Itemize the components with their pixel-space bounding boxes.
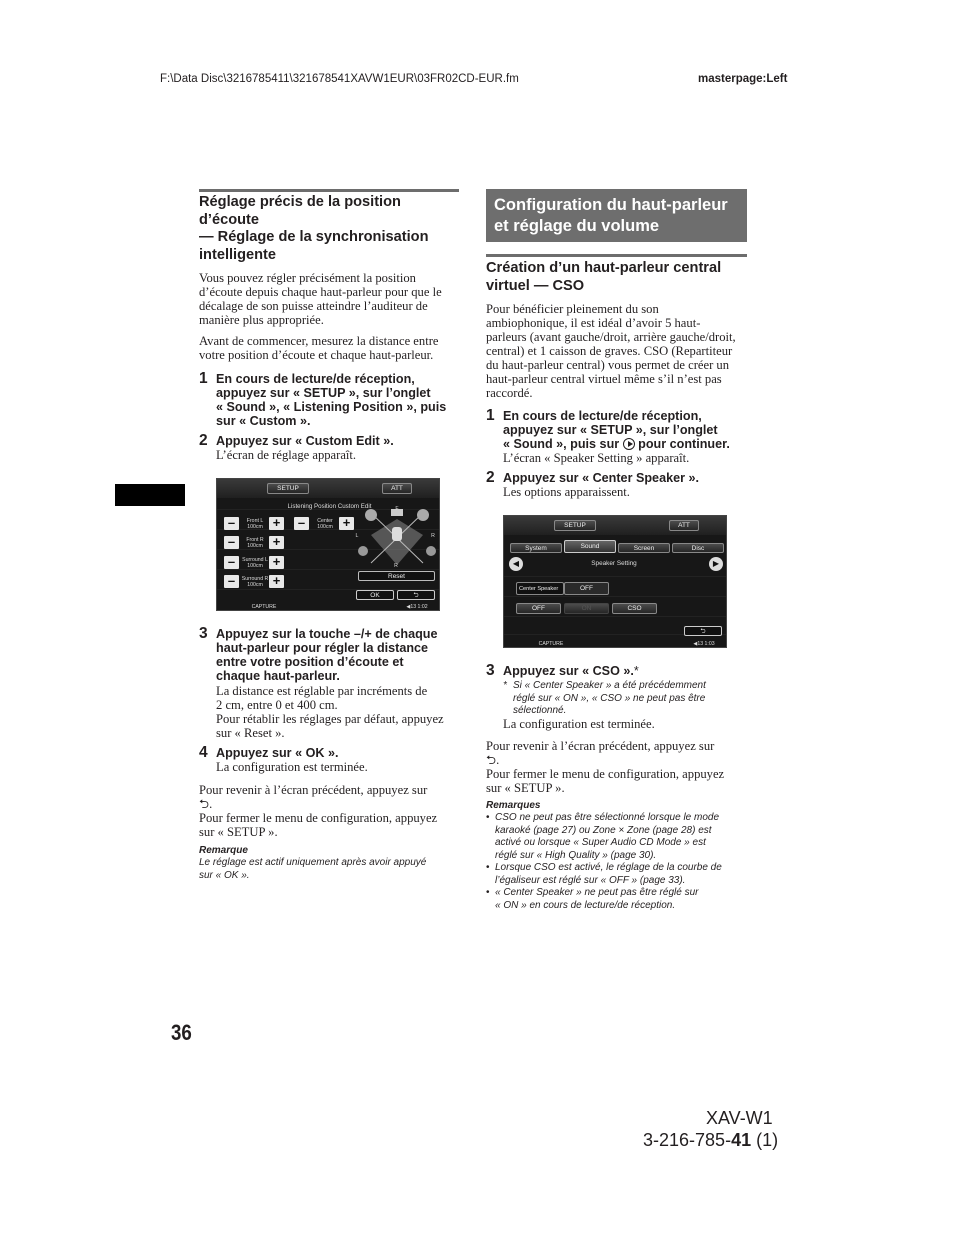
minus-button[interactable]: – [224, 536, 239, 549]
back-button[interactable] [397, 590, 435, 600]
title-rule [486, 254, 747, 257]
step-1: 1 En cours de lecture/de réception, appuyez sur « SETUP », sur l’onglet « Sound », puis sur pour continuer. L’écran « Speaker Setting » apparaît. [486, 407, 730, 465]
minus-button[interactable]: – [224, 556, 239, 569]
list-item: • « Center Speaker » ne peut pas être réglé sur « ON » en cours de lecture/de réception. [486, 887, 754, 912]
list-item: • Lorsque CSO est activé, le réglage de la courbe de l’égaliseur est réglé sur « OFF » (page 33). [486, 862, 754, 887]
speaker-setting-screenshot [503, 515, 727, 648]
speaker-center: Center 100cm [317, 518, 333, 530]
tab-sound[interactable]: Sound [564, 540, 616, 553]
step-3-detail: La distance est réglable par incréments de 2 cm, entre 0 et 400 cm. Pour rétablir les réglages par défaut, appuyez sur « Reset ». [216, 684, 444, 740]
plus-button[interactable]: + [269, 536, 284, 549]
step-2: 2 Appuyez sur « Custom Edit ». L’écran de réglage apparaît. [199, 432, 394, 462]
step-number: 2 [486, 469, 495, 486]
back-instruction: Pour revenir à l’écran précédent, appuyez sur ⮌. Pour fermer le menu de configuration, appuyez sur « SETUP ». [199, 783, 438, 839]
center-speaker-value: OFF [564, 582, 609, 595]
remarks-list [486, 812, 754, 912]
tab-screen[interactable]: Screen [618, 543, 670, 553]
step-1: 1 En cours de lecture/de réception, appuyez sur « SETUP », sur l’onglet « Sound », « Listening Position », puis sur « Custom ». [199, 370, 447, 428]
minus-button[interactable]: – [294, 517, 309, 530]
back-instruction: Pour revenir à l’écran précédent, appuyez sur ⮌. Pour fermer le menu de configuration, appuyez sur « SETUP ». [486, 739, 725, 795]
step-number: 3 [199, 625, 208, 642]
return-arrow-icon: ⮌ [486, 752, 497, 767]
remark-heading: Remarque [199, 845, 248, 856]
chapter-banner: Configuration du haut-parleur et réglage du volume [486, 189, 747, 242]
back-button[interactable] [684, 626, 722, 636]
file-path: F:\Data Disc\3216785411\321678541XAVW1EUR\03FR02CD-EUR.fm [160, 73, 519, 85]
step-2: 2 Appuyez sur « Center Speaker ». Les options apparaissent. [486, 469, 699, 499]
option-on[interactable]: ON [564, 603, 609, 614]
intro-paragraph: Pour bénéficier pleinement du son ambiophonique, il est idéal d’avoir 5 haut- parleurs (avant gauche/droit, arrière gauche/droit, central) et 1 caisson de graves. CSO (Repartiteur du haut-parleur central) vous permet de créer un haut-parleur central virtuel même s’il n’est pas raccordé. [486, 302, 736, 400]
plus-button[interactable]: + [339, 517, 354, 530]
screen-title: Listening Position Custom Edit [287, 503, 372, 510]
next-arrow-icon[interactable]: ▶ [709, 557, 723, 571]
screen-title: Speaker Setting [591, 560, 637, 567]
before-paragraph: Avant de commencer, mesurez la distance entre votre position d’écoute et chaque haut-parleur. [199, 334, 439, 362]
speaker-front-r: Front R 100cm [246, 537, 264, 549]
center-speaker-row[interactable]: Center Speaker [516, 582, 564, 595]
step-number: 1 [199, 370, 208, 387]
part-number: 3-216-785-41 (1) [643, 1130, 779, 1150]
reset-button[interactable]: Reset [358, 571, 435, 581]
remarks-heading: Remarques [486, 800, 541, 811]
step-number: 3 [486, 662, 495, 679]
diagram-label-f: F [395, 506, 399, 512]
step-4: 4 Appuyez sur « OK ». La configuration est terminée. [199, 744, 368, 774]
listening-position-screenshot [216, 478, 440, 611]
return-arrow-icon: ⮌ [199, 796, 210, 811]
diagram-label-r: R [431, 533, 435, 539]
minus-button[interactable]: – [224, 575, 239, 588]
section-title: Création d’un haut-parleur central virtuel — CSO [486, 260, 722, 294]
plus-button[interactable]: + [269, 556, 284, 569]
title-rule [199, 189, 459, 192]
speaker-surround-l: Surround L 100cm [242, 557, 268, 569]
step-number: 4 [199, 744, 208, 761]
status-readout: ◀13 1:03 [693, 641, 715, 647]
step-number: 2 [199, 432, 208, 449]
att-button[interactable]: ATT [382, 483, 412, 494]
model-name: XAV-W1 [706, 1108, 773, 1128]
step-3: 3 Appuyez sur « CSO ».* [486, 662, 639, 679]
plus-button[interactable]: + [269, 517, 284, 530]
status-readout: ◀13 1:02 [406, 604, 428, 610]
step-3: 3 Appuyez sur la touche –/+ de chaque haut-parleur pour régler la distance entre votre position d’écoute et chaque haut-parleur. [199, 625, 438, 683]
list-item: • CSO ne peut pas être sélectionné lorsque le mode karaoké (page 27) ou Zone × Zone (page 28) est activé ou lorsque « Super Audio CD Mode » est réglé sur « High Quality » (page 30). [486, 812, 754, 862]
remark-text: Le réglage est actif uniquement après avoir appuyé sur « OK ». [199, 857, 427, 881]
plus-button[interactable]: + [269, 575, 284, 588]
minus-button[interactable]: – [224, 517, 239, 530]
diagram-label-l: L [355, 533, 359, 539]
tab-system[interactable]: System [510, 543, 562, 553]
intro-paragraph: Vous pouvez régler précisément la position d’écoute depuis chaque haut-parleur pour que le décalage de son puisse atteindre l’auditeur de manière plus appropriée. [199, 271, 442, 327]
att-button[interactable]: ATT [669, 520, 699, 531]
step-number: 1 [486, 407, 495, 424]
page-number: 36 [171, 1020, 192, 1045]
footnote: * Si « Center Speaker » a été précédemment réglé sur « ON », « CSO » ne peut pas être sélectionné. [503, 680, 706, 716]
section-thumb-tab [115, 484, 185, 506]
step-3-result: La configuration est terminée. [503, 717, 655, 731]
setup-tab[interactable]: SETUP [267, 483, 309, 494]
option-off[interactable]: OFF [516, 603, 561, 614]
ok-button[interactable]: OK [356, 590, 394, 600]
capture-label: CAPTURE [251, 604, 277, 610]
capture-label: CAPTURE [538, 641, 564, 647]
diagram-label-rear: R [394, 563, 398, 569]
speaker-surround-r: Surround R 100cm [241, 576, 269, 588]
section-title: Réglage précis de la position d’écoute — Réglage de la synchronisation intelligente [199, 194, 429, 263]
setup-tab[interactable]: SETUP [554, 520, 596, 531]
return-arrow-icon: ⮌ [700, 628, 706, 635]
return-arrow-icon: ⮌ [413, 592, 419, 599]
speaker-front-l: Front L 100cm [246, 518, 264, 530]
option-cso[interactable]: CSO [612, 603, 657, 614]
tab-disc[interactable]: Disc [672, 543, 724, 553]
masterpage-label: masterpage:Left [698, 73, 788, 85]
next-arrow-icon [623, 438, 635, 450]
previous-arrow-icon[interactable]: ◀ [509, 557, 523, 571]
